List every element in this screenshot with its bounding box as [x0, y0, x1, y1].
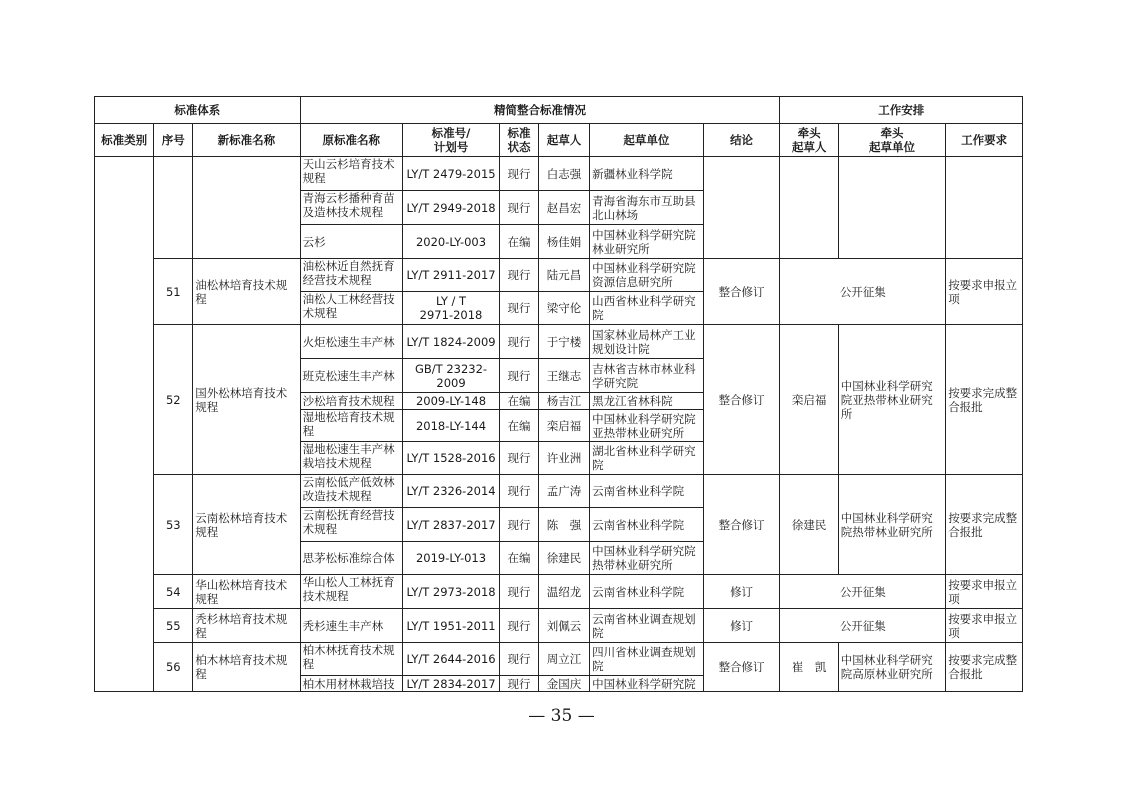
- draft-unit: 中国林业科学研究院: [590, 676, 704, 692]
- new-standard-name: 华山松林培育技术规程: [193, 575, 300, 609]
- draft-unit: 中国林业科学研究院亚热带林业研究所: [590, 410, 704, 442]
- conclusion: 修订: [703, 575, 780, 609]
- new-standard-name: 云南松林培育技术规程: [193, 475, 300, 575]
- work-requirement: 按要求完成整合报批: [946, 475, 1023, 575]
- std-state: 现行: [500, 325, 539, 359]
- std-no: LY/T 2949-2018: [402, 191, 499, 225]
- drafter: 孟广涛: [538, 475, 589, 508]
- work-requirement: 按要求完成整合报批: [946, 325, 1023, 475]
- category-cell: [95, 157, 154, 692]
- col-lead-person: 牵头 起草人: [780, 124, 838, 157]
- orig-name: 沙松培育技术规程: [300, 393, 402, 410]
- drafter: 温绍龙: [538, 575, 589, 609]
- std-state: 现行: [500, 292, 539, 325]
- draft-unit: 山西省林业科学研究院: [590, 292, 704, 325]
- drafter: 白志强: [538, 157, 589, 191]
- group-no: 53: [154, 475, 193, 575]
- draft-unit: 湖北省林业科学研究院: [590, 442, 704, 475]
- std-state: 在编: [500, 542, 539, 575]
- orig-name: 云杉: [300, 225, 402, 259]
- standards-table: [94, 96, 1023, 692]
- draft-unit: 中国林业科学研究院林业研究所: [590, 225, 704, 259]
- col-drafter: 起草人: [538, 124, 589, 157]
- table-row: [95, 157, 1023, 191]
- col-lead-unit: 牵头 起草单位: [838, 124, 945, 157]
- orig-name: 柏木用材林栽培技: [300, 676, 402, 692]
- plan: 公开征集: [780, 575, 946, 609]
- orig-name: 云南松抚育经营技术规程: [300, 508, 402, 542]
- std-no: LY/T 1528-2016: [402, 442, 499, 475]
- lead-person: 徐建民: [780, 475, 838, 575]
- orig-name: 思茅松标准综合体: [300, 542, 402, 575]
- drafter: 赵昌宏: [538, 191, 589, 225]
- col-orig-name: 原标准名称: [300, 124, 402, 157]
- orig-name: 云南松低产低效林改造技术规程: [300, 475, 402, 508]
- orig-name: 天山云杉培育技术规程: [300, 157, 402, 191]
- std-state: 现行: [500, 508, 539, 542]
- std-state: 现行: [500, 609, 539, 643]
- lead-unit: 中国林业科学研究院热带林业研究所: [838, 475, 945, 575]
- std-state: 现行: [500, 157, 539, 191]
- draft-unit: 黑龙江省林科院: [590, 393, 704, 410]
- new-standard-name: 柏木林培育技术规程: [193, 643, 300, 692]
- group-no: 52: [154, 325, 193, 475]
- plan: 公开征集: [780, 259, 946, 325]
- group-no: 51: [154, 259, 193, 325]
- std-no: LY/T 2479-2015: [402, 157, 499, 191]
- continuation-lead-unit-cell: [838, 157, 945, 259]
- header-group-row: [95, 97, 1023, 124]
- std-state: 现行: [500, 575, 539, 609]
- std-no: LY / T 2971-2018: [402, 292, 499, 325]
- new-standard-name: 油松林培育技术规程: [193, 259, 300, 325]
- drafter: 栾启福: [538, 410, 589, 442]
- col-category: 标准类别: [95, 124, 154, 157]
- continuation-name-cell: [193, 157, 300, 259]
- draft-unit: 云南省林业科学院: [590, 475, 704, 508]
- orig-name: 青海云杉播种育苗及造林技术规程: [300, 191, 402, 225]
- std-state: 现行: [500, 191, 539, 225]
- work-requirement: 按要求申报立项: [946, 259, 1023, 325]
- std-no: 2009-LY-148: [402, 393, 499, 410]
- drafter: 杨吉江: [538, 393, 589, 410]
- std-no: LY/T 2326-2014: [402, 475, 499, 508]
- continuation-lead-person-cell: [780, 157, 838, 259]
- header-standard-system: 标准体系: [95, 97, 301, 124]
- plan: 公开征集: [780, 609, 946, 643]
- drafter: 陈 强: [538, 508, 589, 542]
- draft-unit: 中国林业科学研究院资源信息研究所: [590, 259, 704, 292]
- std-state: 在编: [500, 225, 539, 259]
- draft-unit: 国家林业局林产工业规划设计院: [590, 325, 704, 359]
- drafter: 金国庆: [538, 676, 589, 692]
- work-requirement: 按要求完成整合报批: [946, 643, 1023, 692]
- draft-unit: 青海省海东市互助县北山林场: [590, 191, 704, 225]
- drafter: 杨佳娟: [538, 225, 589, 259]
- std-state: 现行: [500, 676, 539, 692]
- header-column-row: [95, 124, 1023, 157]
- conclusion: 整合修订: [703, 259, 780, 325]
- orig-name: 秃杉速生丰产林: [300, 609, 402, 643]
- std-no: 2020-LY-003: [402, 225, 499, 259]
- drafter: 王继志: [538, 359, 589, 393]
- table-row: [95, 575, 1023, 609]
- drafter: 刘佩云: [538, 609, 589, 643]
- std-state: 现行: [500, 643, 539, 676]
- draft-unit: 四川省林业调查规划院: [590, 643, 704, 676]
- continuation-conclusion-cell: [703, 157, 780, 259]
- drafter: 梁守伦: [538, 292, 589, 325]
- group-no: 55: [154, 609, 193, 643]
- std-state: 现行: [500, 259, 539, 292]
- std-state: 现行: [500, 359, 539, 393]
- orig-name: 油松林近自然抚育经营技术规程: [300, 259, 402, 292]
- std-no: 2019-LY-013: [402, 542, 499, 575]
- header-work-arrangement: 工作安排: [780, 97, 1023, 124]
- std-no: LY/T 2834-2017: [402, 676, 499, 692]
- draft-unit: 新疆林业科学院: [590, 157, 704, 191]
- new-standard-name: 国外松林培育技术规程: [193, 325, 300, 475]
- col-requirement: 工作要求: [946, 124, 1023, 157]
- orig-name: 湿地松速生丰产林栽培技术规程: [300, 442, 402, 475]
- col-no: 序号: [154, 124, 193, 157]
- std-state: 在编: [500, 410, 539, 442]
- table-row: [95, 325, 1023, 359]
- orig-name: 柏木林抚育技术规程: [300, 643, 402, 676]
- drafter: 许业洲: [538, 442, 589, 475]
- continuation-requirement-cell: [946, 157, 1023, 259]
- continuation-no-cell: [154, 157, 193, 259]
- draft-unit: 吉林省吉林市林业科学研究院: [590, 359, 704, 393]
- conclusion: 整合修订: [703, 475, 780, 575]
- draft-unit: 云南省林业科学院: [590, 508, 704, 542]
- drafter: 于宁楼: [538, 325, 589, 359]
- drafter: 陆元昌: [538, 259, 589, 292]
- std-no: LY/T 2973-2018: [402, 575, 499, 609]
- std-no: LY/T 2837-2017: [402, 508, 499, 542]
- conclusion: 整合修订: [703, 643, 780, 692]
- col-std-state: 标准 状态: [500, 124, 539, 157]
- orig-name: 湿地松培育技术规程: [300, 410, 402, 442]
- new-standard-name: 秃杉林培育技术规程: [193, 609, 300, 643]
- std-no: LY/T 1824-2009: [402, 325, 499, 359]
- col-new-name: 新标准名称: [193, 124, 300, 157]
- std-no: LY/T 2911-2017: [402, 259, 499, 292]
- header-consolidation-status: 精简整合标准情况: [300, 97, 780, 124]
- table-row: [95, 609, 1023, 643]
- col-std-no: 标准号/ 计划号: [402, 124, 499, 157]
- std-no: GB/T 23232-2009: [402, 359, 499, 393]
- std-state: 现行: [500, 475, 539, 508]
- std-no: 2018-LY-144: [402, 410, 499, 442]
- lead-person: 崔 凯: [780, 643, 838, 692]
- orig-name: 华山松人工林抚育技术规程: [300, 575, 402, 609]
- conclusion: 整合修订: [703, 325, 780, 475]
- lead-person: 栾启福: [780, 325, 838, 475]
- group-no: 56: [154, 643, 193, 692]
- lead-unit: 中国林业科学研究院高原林业研究所: [838, 643, 945, 692]
- work-requirement: 按要求申报立项: [946, 609, 1023, 643]
- table-row: [95, 643, 1023, 676]
- col-conclusion: 结论: [703, 124, 780, 157]
- std-no: LY/T 2644-2016: [402, 643, 499, 676]
- orig-name: 火炬松速生丰产林: [300, 325, 402, 359]
- std-no: LY/T 1951-2011: [402, 609, 499, 643]
- col-unit: 起草单位: [590, 124, 704, 157]
- draft-unit: 中国林业科学研究院热带林业研究所: [590, 542, 704, 575]
- draft-unit: 云南省林业科学院: [590, 575, 704, 609]
- std-state: 现行: [500, 442, 539, 475]
- table-row: [95, 259, 1023, 292]
- drafter: 徐建民: [538, 542, 589, 575]
- page-number: — 35 —: [528, 706, 595, 726]
- lead-unit: 中国林业科学研究院亚热带林业研究所: [838, 325, 945, 475]
- draft-unit: 云南省林业调查规划院: [590, 609, 704, 643]
- std-state: 在编: [500, 393, 539, 410]
- drafter: 周立江: [538, 643, 589, 676]
- orig-name: 班克松速生丰产林: [300, 359, 402, 393]
- orig-name: 油松人工林经营技术规程: [300, 292, 402, 325]
- conclusion: 修订: [703, 609, 780, 643]
- group-no: 54: [154, 575, 193, 609]
- table-row: [95, 475, 1023, 508]
- work-requirement: 按要求申报立项: [946, 575, 1023, 609]
